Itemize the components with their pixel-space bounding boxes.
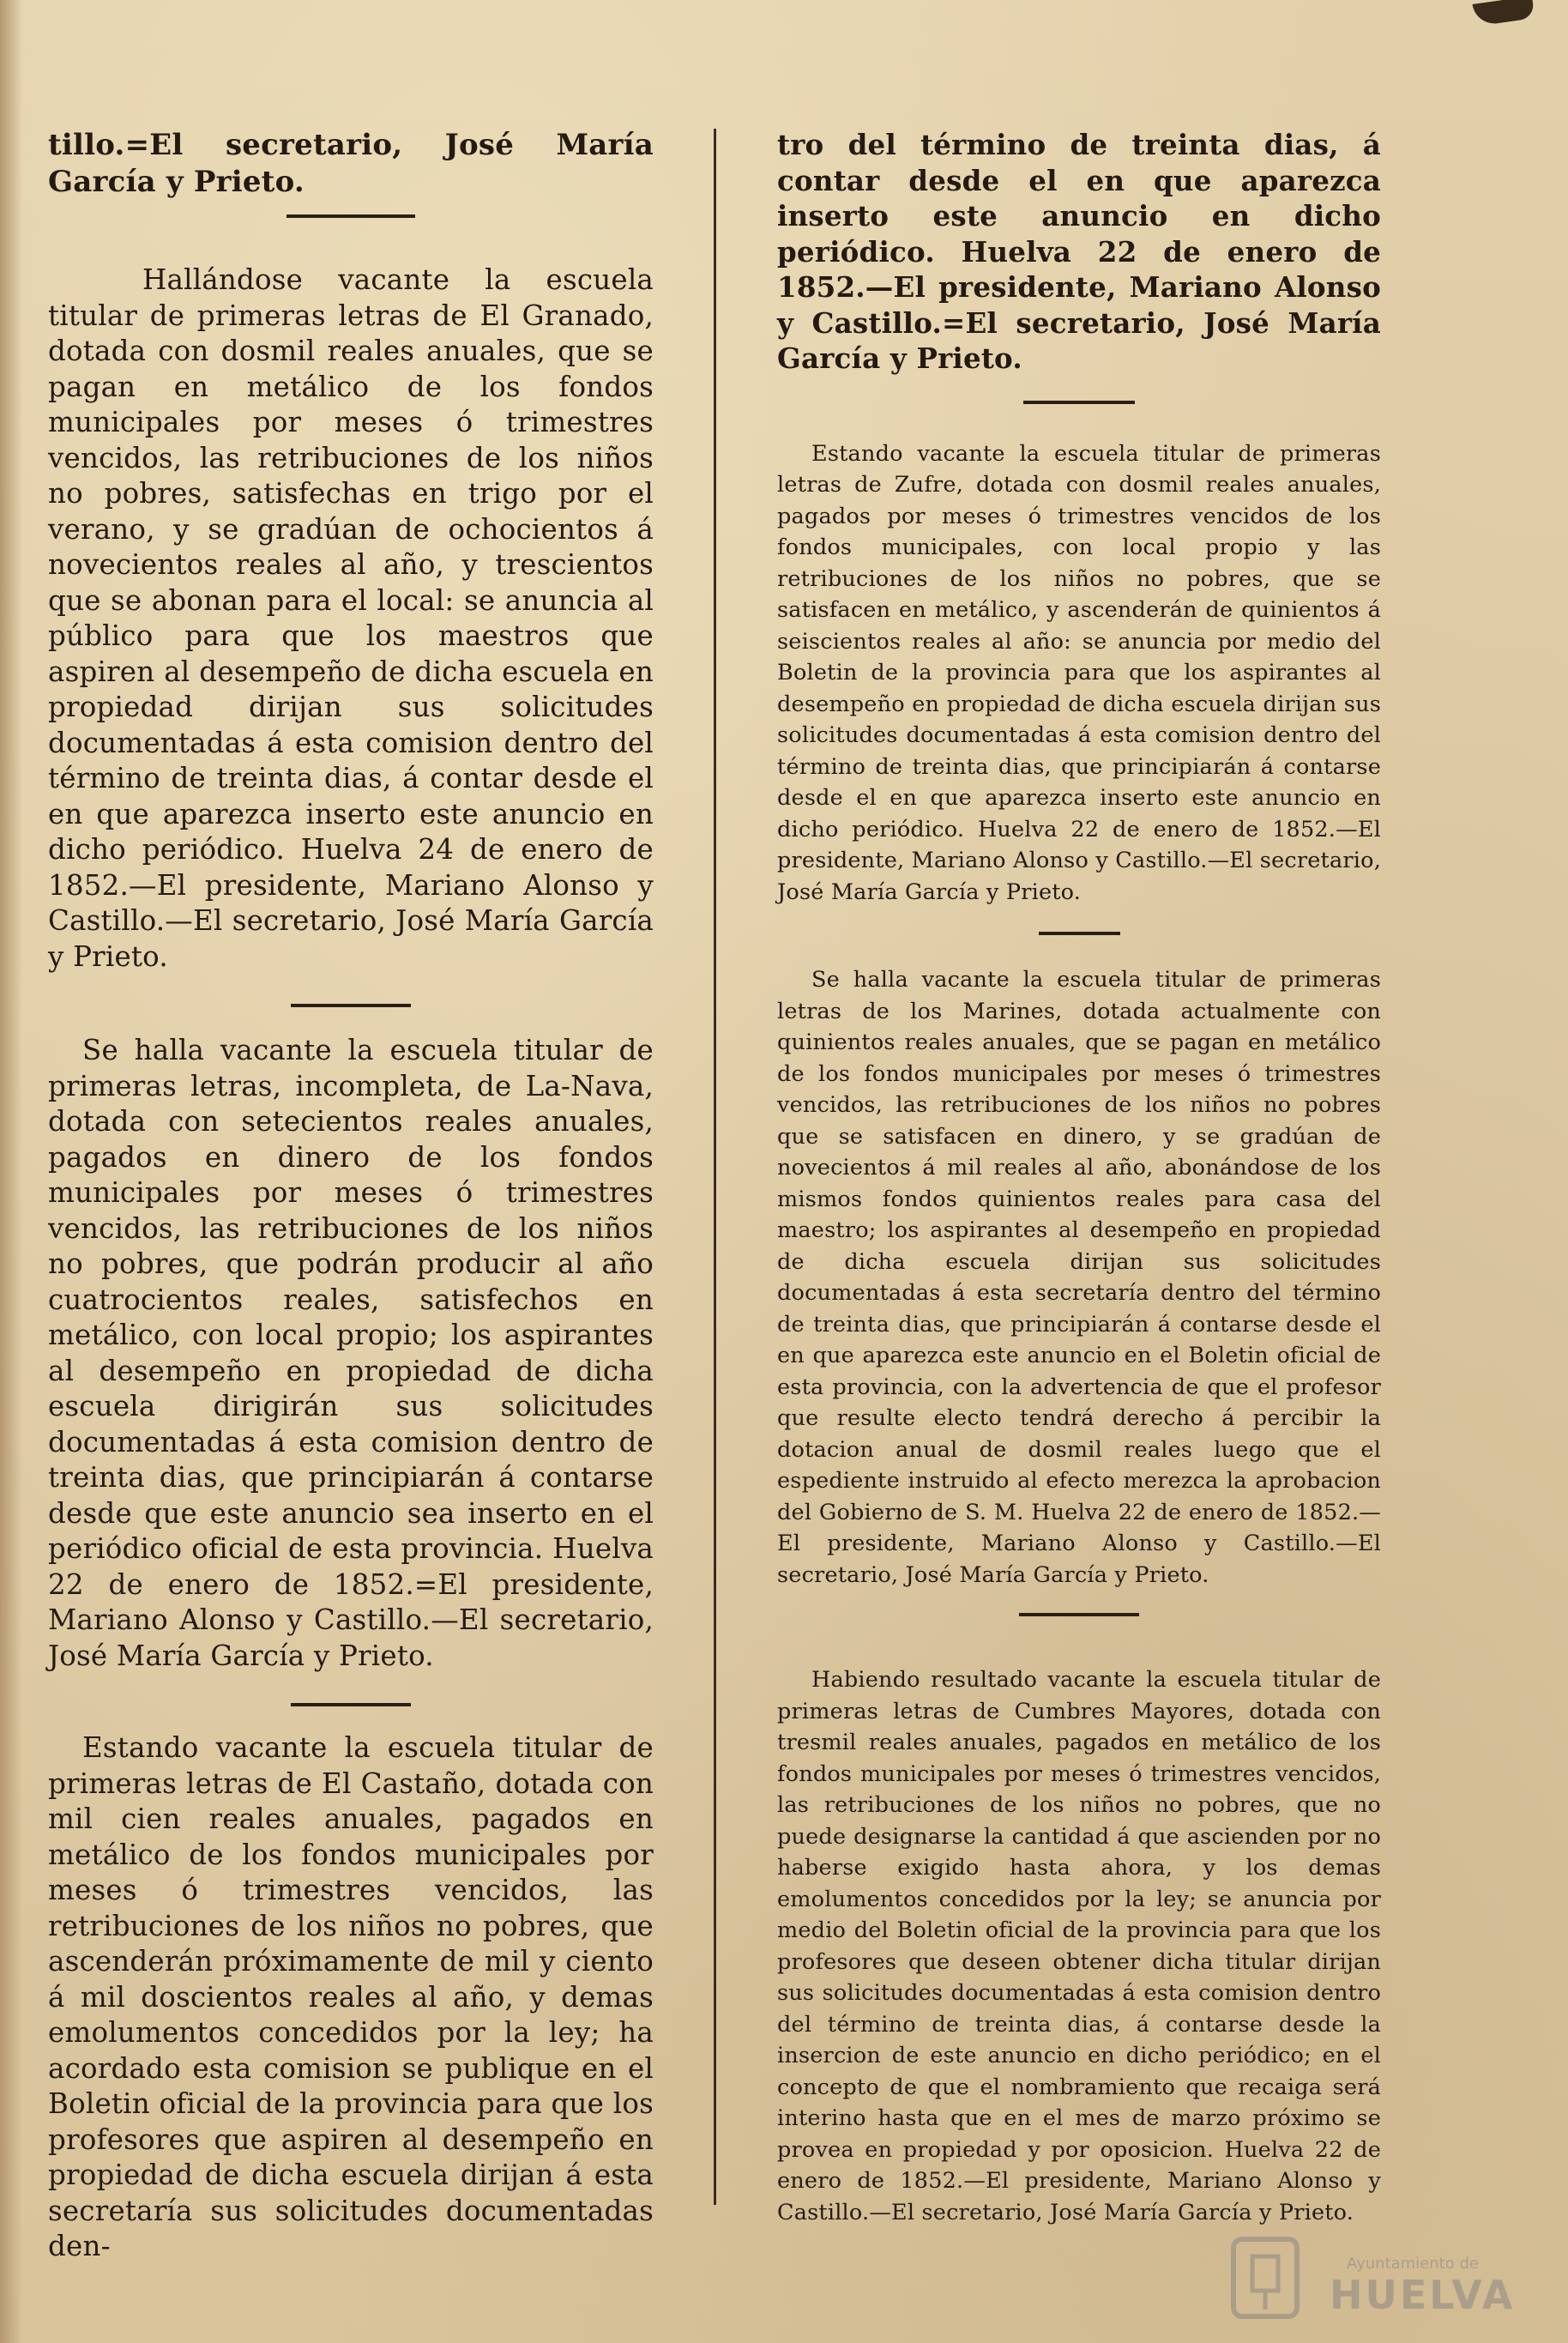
notice-el-granado: Hallándose vacante la escuela titular de primeras letras de El Granado, dotada con dosmil reales anuales, que se pagan en metálico de los fondos municipales por meses ó trimestres vencidos, las retribuciones de los niños no pobres, satisfechas en trigo por el verano, y se gradúan de ochocientos á novecientos reales al año, y trescientos que se abonan para el local: se anuncia al público para que los maestros que aspiren al desempeño de dicha escuela en propiedad dirijan sus solicitudes documentadas á esta comision dentro del término de treinta dias, á contar desde el en que aparezca inserto este anuncio en dicho periódico. Huelva 24 de enero de 1852.—El presidente, Mariano Alonso y Castillo.—El secretario, José María García y Prieto. xyxy=(48,263,654,973)
notice-la-nava: Se halla vacante la escuela titular de primeras letras, incompleta, de La-Nava, dotada con setecientos reales anuales, pagados en dinero de los fondos municipales por meses ó trimestres vencidos, las retribuciones de los niños no pobres, que podrán producir al año cuatrocientos reales, satisfechos en metálico, con local propio; los aspirantes al desempeño en propiedad de dicha escuela dirigirán sus solicitudes documentadas á esta comision dentro de treinta dias, que principiarán á contarse desde que este anuncio sea inserto en el periódico oficial de esta provincia. Huelva 22 de enero de 1852.=El presidente, Mariano Alonso y Castillo.—El secretario, José María García y Prieto. xyxy=(48,1034,654,1672)
section-separator xyxy=(1019,1613,1139,1616)
section-separator xyxy=(1023,401,1135,404)
notice-continuation-right: tro del término de treinta dias, á contar desde el en que aparezca inserto este anuncio en dicho periódico. Huelva 22 de enero de 1852.—El presidente, Mariano Alonso y Castillo.=El secretario, José María García y Prieto. xyxy=(777,128,1381,375)
notice-continuation-left: tillo.=El secretario, José María García y Prieto. xyxy=(48,128,654,199)
notice-cumbres-mayores: Habiendo resultado vacante la escuela titular de primeras letras de Cumbres Mayores, dotada con tresmil reales anuales, pagados en metálico de los fondos municipales por meses ó trimestres vencidos, las retribuciones de los niños no pobres, que no puede designarse la cantidad á que ascienden por no haberse exigido hasta ahora, y los demas emolumentos concedidos por la ley; se anuncia por medio del Boletin oficial de la provincia para que los profesores que deseen obtener dicha titular dirijan sus solicitudes documentadas á esta comision dentro del término de treinta dias, á contarse desde la insercion de este anuncio en dicho periódico; en el concepto de que el nombramiento que recaiga será interino hasta que en el mes de marzo próximo se provea en propiedad y por oposicion. Huelva 22 de enero de 1852.—El presidente, Mariano Alonso y Castillo.—El secretario, José María García y Prieto. xyxy=(777,1667,1381,2225)
notice-el-castano: Estando vacante la escuela titular de primeras letras de El Castaño, dotada con mil cien reales anuales, pagados en metálico de los fondos municipales por meses ó trimestres vencidos, las retribuciones de los niños no pobres, que ascenderán próximamente de mil y ciento á mil doscientos reales al año, y demas emolumentos concedidos por la ley; ha acordado esta comision se publique en el Boletin oficial de la provincia para que los profesores que aspiren al desempeño en propiedad de dicha escuela dirijan á esta secretaría sus solicitudes documentadas den- xyxy=(48,1731,654,2262)
watermark-line1: Ayuntamiento de xyxy=(1347,2255,1479,2273)
watermark-line2: HUELVA xyxy=(1330,2272,1516,2318)
right-column xyxy=(777,127,1381,2228)
watermark xyxy=(1218,2231,1527,2325)
section-separator xyxy=(286,214,415,218)
column-divider xyxy=(714,129,716,2205)
section-separator xyxy=(291,1004,411,1007)
section-separator xyxy=(291,1703,411,1706)
ink-blot xyxy=(1473,0,1535,27)
notice-zufre: Estando vacante la escuela titular de primeras letras de Zufre, dotada con dosmil reales anuales, pagados por meses ó trimestres vencidos de los fondos municipales, con local propio y las retribuciones de los niños no pobres, que se satisfacen en metálico, y ascenderán de quinientos á seiscientos reales al año: se anuncia por medio del Boletin de la provincia para que los aspirantes al desempeño en propiedad de dicha escuela dirijan sus solicitudes documentadas á esta comision dentro del término de treinta dias, que principiarán á contarse desde el en que aparezca inserto este anuncio en dicho periódico. Huelva 22 de enero de 1852.—El presidente, Mariano Alonso y Castillo.—El secretario, José María García y Prieto. xyxy=(777,440,1381,905)
section-separator xyxy=(1039,932,1120,935)
page-edge-shadow xyxy=(0,0,22,2343)
notice-los-marines: Se halla vacante la escuela titular de primeras letras de los Marines, dotada actualmente con quinientos reales anuales, que se pagan en metálico de los fondos municipales por meses ó trimestres vencidos, las retribuciones de los niños no pobres que se satisfacen en dinero, y se gradúan de novecientos á mil reales al año, abonándose de los mismos fondos quinientos reales para casa del maestro; los aspirantes al desempeño en propiedad de dicha escuela dirijan sus solicitudes documentadas á esta secretaría dentro del término de treinta dias, que principiarán á contarse desde el en que aparezca este anuncio en el Boletin oficial de esta provincia, con la advertencia de que el profesor que resulte electo tendrá derecho á percibir la dotacion anual de dosmil reales luego que el espediente instruido al efecto merezca la aprobacion del Gobierno de S. M. Huelva 22 de enero de 1852.—El presidente, Mariano Alonso y Castillo.—El secretario, José María García y Prieto. xyxy=(777,967,1381,1588)
left-column xyxy=(48,127,654,2265)
crest-icon xyxy=(1218,2231,1312,2325)
